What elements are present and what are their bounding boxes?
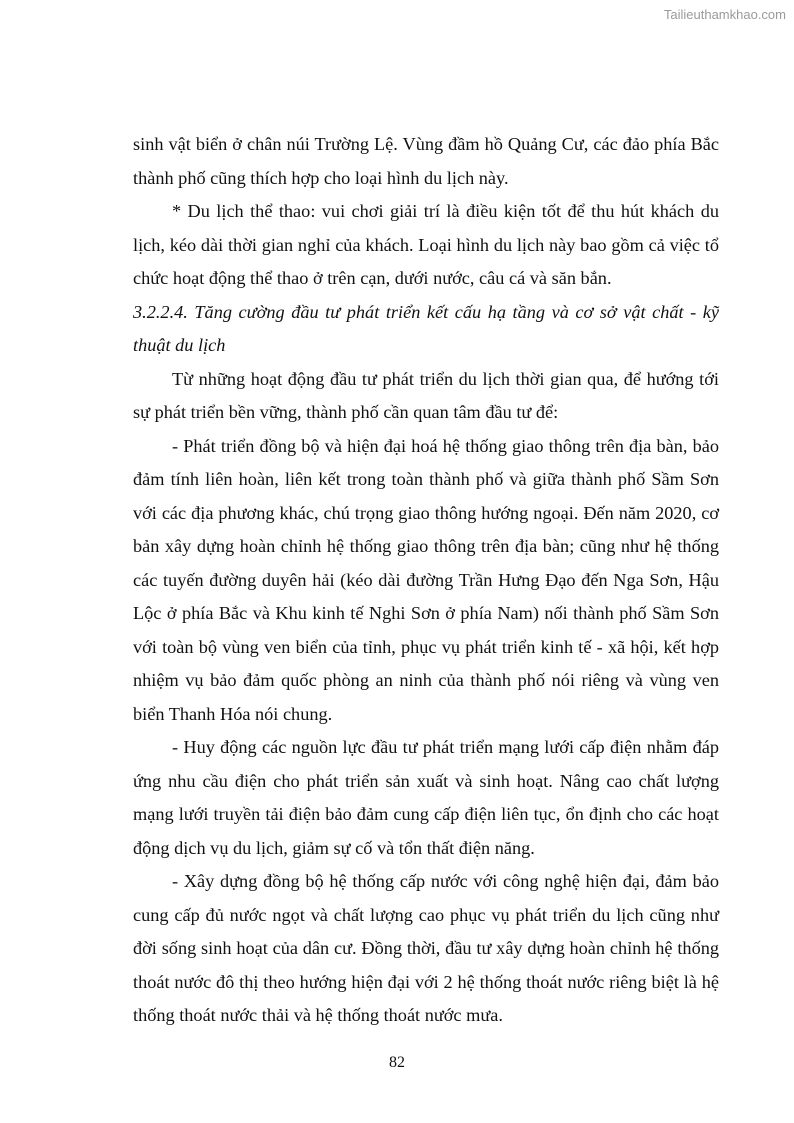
paragraph-sports-tourism: * Du lịch thể thao: vui chơi giải trí là điều kiện tốt để thu hút khách du lịch, kéo dài thời gian nghỉ của khách. Loại hình du lịch này bao gồm cả việc tổ chức hoạt động thể thao ở trên cạn, dưới nước, câu cá và săn bắn. <box>133 201 719 288</box>
page-number: 82 <box>389 1054 405 1071</box>
section-heading: 3.2.2.4. Tăng cường đầu tư phát triển kết cấu hạ tầng và cơ sở vật chất - kỹ thuật du lịch <box>133 301 719 355</box>
document-body <box>133 128 719 1033</box>
paragraph-water: - Xây dựng đồng bộ hệ thống cấp nước với công nghệ hiện đại, đảm bảo cung cấp đủ nước ngọt và chất lượng cao phục vụ phát triển du lịch cũng như đời sống sinh hoạt của dân cư. Đồng thời, đầu tư xây dựng hoàn chỉnh hệ thống thoát nước đô thị theo hướng hiện đại với 2 hệ thống thoát nước riêng biệt là hệ thống thoát nước thải và hệ thống thoát nước mưa. <box>133 871 719 1025</box>
watermark: Tailieuthamkhao.com <box>663 7 786 22</box>
paragraph-transport: - Phát triển đồng bộ và hiện đại hoá hệ thống giao thông trên địa bàn, bảo đảm tính liên hoàn, liên kết trong toàn thành phố và giữa thành phố Sầm Sơn với các địa phương khác, chú trọng giao thông hướng ngoại. Đến năm 2020, cơ bản xây dựng hoàn chỉnh hệ thống giao thông trên địa bàn; cũng như hệ thống các tuyến đường duyên hải (kéo dài đường Trần Hưng Đạo đến Nga Sơn, Hậu Lộc ở phía Bắc và Khu kinh tế Nghi Sơn ở phía Nam) nối thành phố Sầm Sơn với toàn bộ vùng ven biển của tỉnh, phục vụ phát triển kinh tế - xã hội, kết hợp nhiệm vụ bảo đảm quốc phòng an ninh của thành phố nói riêng và vùng ven biển Thanh Hóa nói chung. <box>133 435 719 724</box>
paragraph-intro: Từ những hoạt động đầu tư phát triển du lịch thời gian qua, để hướng tới sự phát triển bền vững, thành phố cần quan tâm đầu tư để: <box>133 368 719 422</box>
paragraph-continuation: sinh vật biển ở chân núi Trường Lệ. Vùng đầm hồ Quảng Cư, các đảo phía Bắc thành phố cũng thích hợp cho loại hình du lịch này. <box>133 134 719 188</box>
paragraph-electricity: - Huy động các nguồn lực đầu tư phát triển mạng lưới cấp điện nhằm đáp ứng nhu cầu điện cho phát triển sản xuất và sinh hoạt. Nâng cao chất lượng mạng lưới truyền tải điện bảo đảm cung cấp điện liên tục, ổn định cho các hoạt động dịch vụ du lịch, giảm sự cố và tổn thất điện năng. <box>133 737 719 858</box>
